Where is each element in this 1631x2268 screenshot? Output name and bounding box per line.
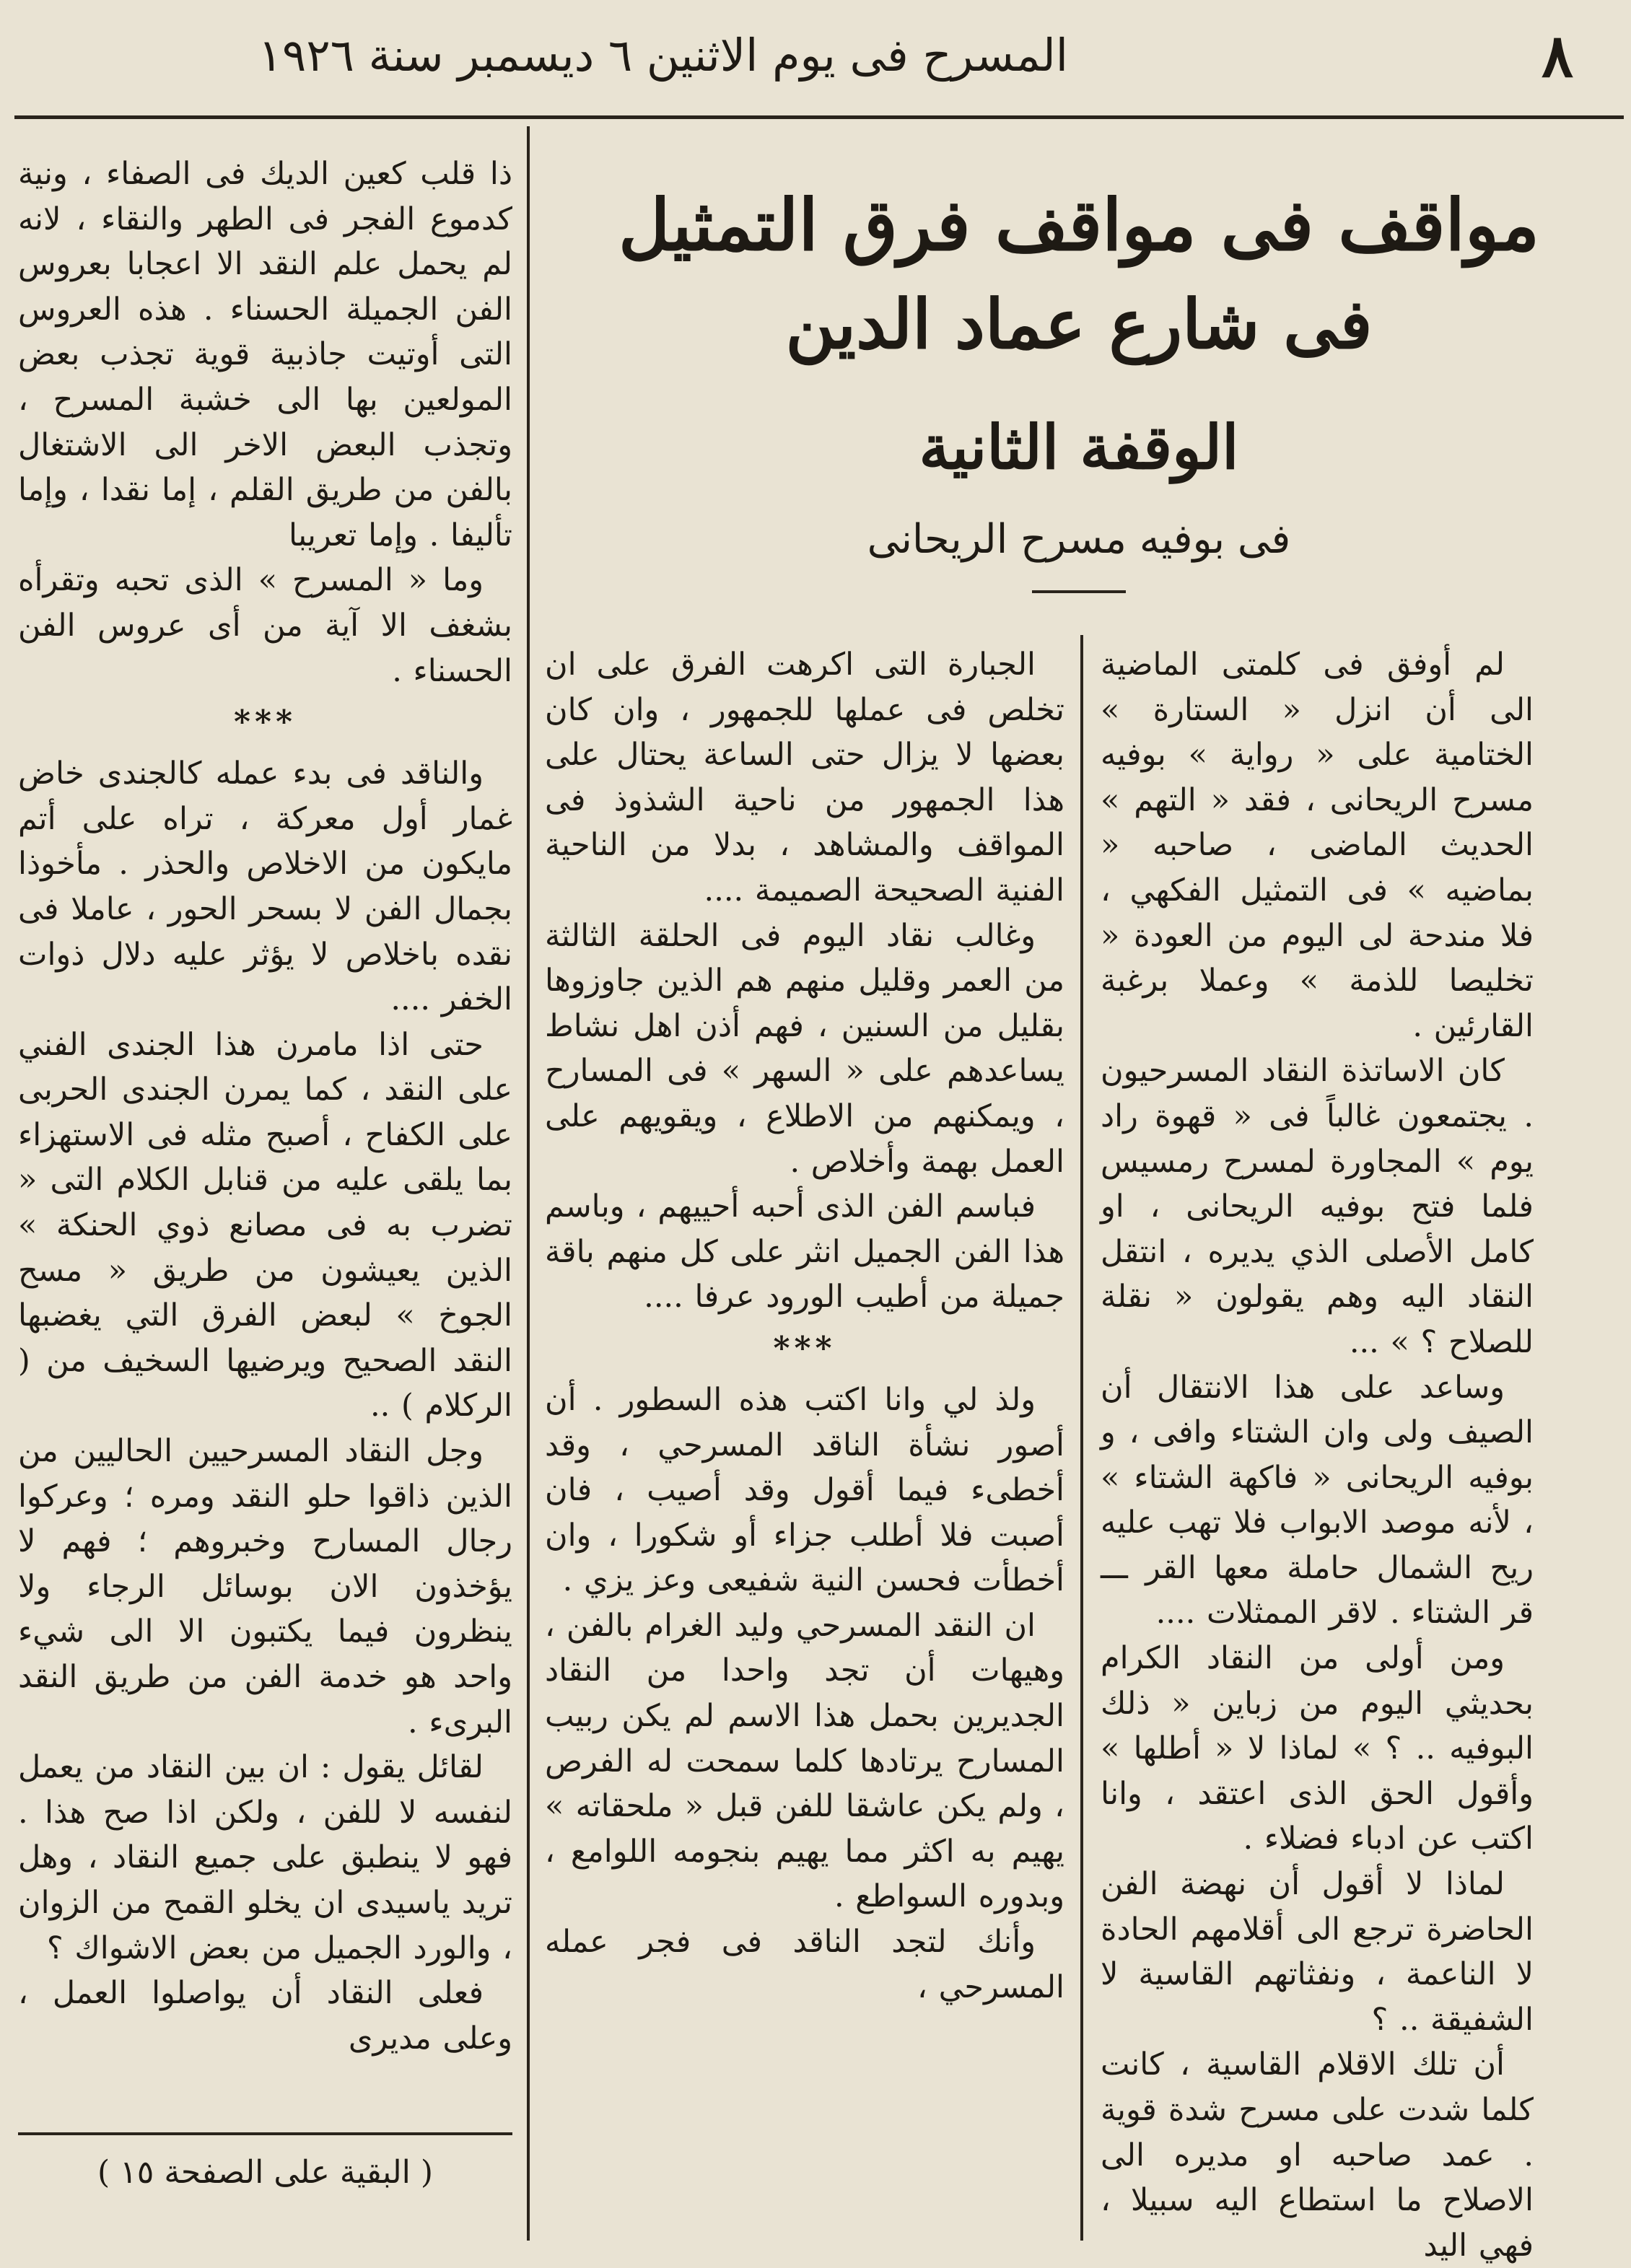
middle-paragraph-2: وغالب نقاد اليوم فى الحلقة الثالثة من العمر وقليل منهم هم الذين جاوزوها بقليل من السنين ، فهم أذن اهل نشاط يساعدهم على « السهر » فى المسارح ، ويمكنهم من الاطلاع ، ويقويهم على العمل بهمة وأخلاص . <box>545 917 1064 1180</box>
middle-paragraph-6: وأنك لتجد الناقد فى فجر عمله المسرحي ، <box>545 1924 1064 2005</box>
left-paragraph-3: والناقد فى بدء عمله كالجندى خاض غمار أول معركة ، تراه على أتم مايكون من الاخلاص والحذر . مأخوذا بجمال الفن لا بسحر الحور ، عاملا فى نقده باخلاص لا يؤثر عليه دلال ذوات الخفر .... <box>18 756 512 1018</box>
page-number: ٨ <box>1541 22 1573 91</box>
running-header: المسرح فى يوم الاثنين ٦ ديسمبر سنة ١٩٢٦ <box>258 29 1068 82</box>
left-paragraph-4: حتى اذا مامرن هذا الجندى الفني على النقد ، كما يمرن الجندى الحربى على الكفاح ، أصبح مثله فى الاستهزاء بما يلقى عليه من قنابل الكلام التى « تضرب به فى مصانع ذوي الحنكة » الذين يعيشون من طريق « مسح الجوخ » لبعض الفرق التي يغضبها النقد الصحيح ويرضيها السخيف من ( الركلام ) .. <box>18 1026 512 1424</box>
column-divider-right <box>1080 635 1083 2241</box>
column-middle <box>545 642 1064 2010</box>
article-title-line-3: الوقفة الثانية <box>919 411 1239 483</box>
left-paragraph-1: ذا قلب كعين الديك فى الصفاء ، ونية كدموع الفجر فى الطهر والنقاء ، لانه لم يحمل علم النقد الا اعجابا بعروس الفن الجميلة الحسناء . هذه العروس التى أوتيت جاذبية قوية تجذب بعض المولعين بها الى خشبة المسرح ، وتجذب البعض الاخر الى الاشتغال بالفن من طريق القلم ، إما نقدا ، وإما تأليفا . وإما تعريبا <box>18 156 512 553</box>
left-paragraph-7: فعلى النقاد أن يواصلوا العمل ، وعلى مديرى <box>18 1975 512 2057</box>
right-paragraph-2: كان الاساتذة النقاد المسرحيون . يجتمعون غالباً فى « قهوة راد يوم » المجاورة لمسرح رمسيس فلما فتح بوفيه الريحانى ، او كامل الأصلى الذي يديره ، انتقل النقاد اليه وهم يقولون « نقلة للصلاح ؟ » ... <box>1101 1053 1534 1360</box>
article-title-line-2: فى شارع عماد الدين <box>785 285 1373 364</box>
subtitle-divider <box>1032 590 1126 593</box>
right-paragraph-4: ومن أولى من النقاد الكرام بحديثي اليوم من زباين « ذلك البوفيه .. ؟ » لماذا لا « أطلها » وأقول الحق الذى اعتقد ، وانا اكتب عن ادباء فضلاء . <box>1101 1640 1534 1857</box>
section-separator: *** <box>233 704 297 741</box>
right-paragraph-5: لماذا لا أقول أن نهضة الفن الحاضرة ترجع الى أقلامهم الحادة لا الناعمة ، ونفثاتهم القاسية لا الشفيقة .. ؟ <box>1101 1866 1534 2038</box>
middle-paragraph-3: فباسم الفن الذى أحبه أحييهم ، وباسم هذا الفن الجميل انثر على كل منهم باقة جميلة من أطيب الورود عرفا .... <box>545 1188 1064 1315</box>
middle-paragraph-1: الجبارة التى اكرهت الفرق على ان تخلص فى عملها للجمهور ، وان كان بعضها لا يزال حتى الساعة يحتال على هذا الجمهور من ناحية الشذوذ فى المواقف والمشاهد ، بدلا من الناحية الفنية الصحيحة الصميمة .... <box>545 647 1064 908</box>
right-paragraph-3: وساعد على هذا الانتقال أن الصيف ولى وان الشتاء وافى ، و بوفيه الريحانى « فاكهة الشتاء » ، لأنه موصد الابواب فلا تهب عليه ريح الشمال حاملة معها القر ـــ قر الشتاء . لاقر الممثلات .... <box>1101 1369 1534 1632</box>
right-paragraph-6: أن تلك الاقلام القاسية ، كانت كلما شدت على مسرح شدة قوية . عمد صاحبه او مديره الى الاصلاح ما استطاع اليه سبيلا ، فهي اليد <box>1101 2046 1534 2264</box>
middle-paragraph-5: ان النقد المسرحي وليد الغرام بالفن ، وهيهات أن تجد واحدا من النقاد الجديرين بحمل هذا الاسم لم يكن ربيب المسارح يرتادها كلما سمحت له الفرص ، ولم يكن عاشقا للفن قبل « ملحقاته » يهيم به اكثر مما يهيم بنجومه اللوامع ، وبدوره السواطع . <box>545 1607 1064 1915</box>
section-separator: *​*​* <box>773 1329 836 1367</box>
header-rule <box>14 115 1624 119</box>
article-subtitle: فى بوفيه مسرح الريحانى <box>867 516 1291 563</box>
article-title-line-1: مواقف فى مواقف فرق التمثيل <box>618 184 1539 267</box>
column-left <box>18 152 512 2061</box>
middle-paragraph-4: ولذ لي وانا اكتب هذه السطور . أن أصور نشأة الناقد المسرحي ، وقد أخطىء فيما أقول وقد أصيب ، فان أصبت فلا أطلب جزاء أو شكورا ، وان أخطأت فحسن النية شفيعى وعز يزي . <box>545 1381 1064 1599</box>
column-right <box>1101 642 1534 2268</box>
column-divider-left <box>527 126 530 2241</box>
continuation-rule <box>18 2132 512 2135</box>
left-paragraph-6: لقائل يقول : ان بين النقاد من يعمل لنفسه لا للفن ، ولكن اذا صح هذا . فهو لا ينطبق على جميع النقاد ، وهل تريد ياسيدى ان يخلو القمح من الزوان ، والورد الجميل من بعض الاشواك ؟ <box>18 1749 512 1966</box>
right-paragraph-1: لم أوفق فى كلمتى الماضية الى أن انزل « الستارة » الختامية على « رواية » بوفيه مسرح الريحانى ، فقد « التهم » الحديث الماضى ، صاحبه « بماضيه » فى التمثيل الفكهي ، فلا مندحة لى اليوم من العودة « تخليصا للذمة » وعملا برغبة القارئين . <box>1101 647 1534 1044</box>
left-paragraph-5: وجل النقاد المسرحيين الحاليين من الذين ذاقوا حلو النقد ومره ؛ وعركوا رجال المسارح وخبروهم ؛ فهم لا يؤخذون الان بوسائل الرجاء ولا ينظرون فيما يكتبون الا الى شيء واحد هو خدمة الفن من طريق النقد البرىء . <box>18 1433 512 1741</box>
left-paragraph-2: وما « المسرح » الذى تحبه وتقرأه بشغف الا آية من أى عروس الفن الحسناء . <box>18 562 512 689</box>
continuation-note: ( البقية على الصفحة ١٥ ) <box>97 2154 434 2191</box>
